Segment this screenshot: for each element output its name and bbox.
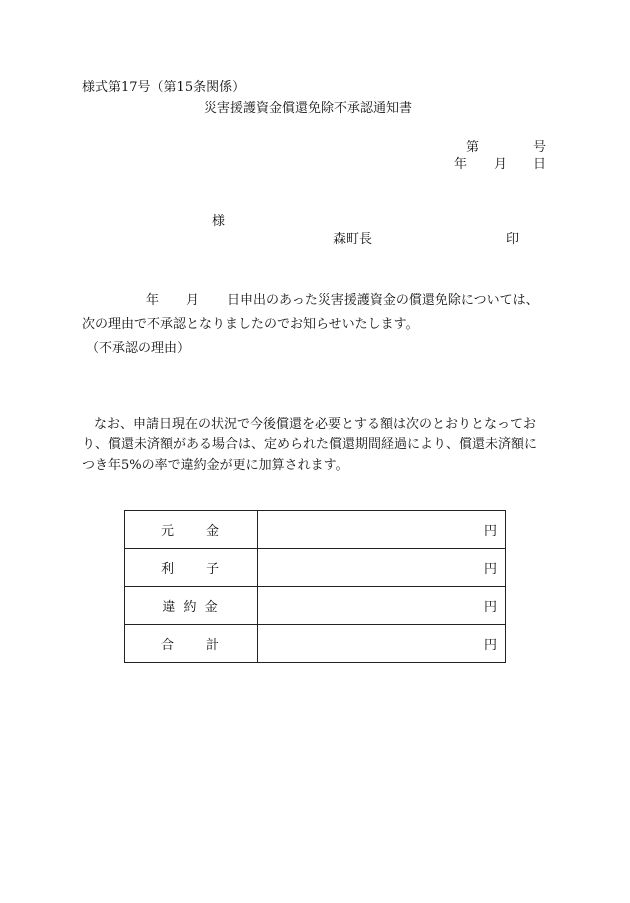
- remark-line2: り、償還未済額がある場合は、定められた償還期間経過により、償還未済額に: [82, 437, 538, 452]
- date-month: 月: [494, 157, 508, 172]
- row-label-interest: 利 子: [125, 549, 258, 587]
- reason-label: （不承認の理由）: [86, 341, 191, 356]
- notice-line2: 次の理由で不承認となりましたのでお知らせいたします。: [82, 317, 419, 332]
- remark-line1: なお、申請日現在の状況で今後償還を必要とする額は次のとおりとなってお: [94, 417, 537, 432]
- table-row: [125, 625, 506, 663]
- row-unit-total: 円: [258, 625, 506, 663]
- date-day: 日: [533, 157, 547, 172]
- addressee-honorific: 様: [212, 214, 226, 229]
- notice-year: 年: [146, 293, 160, 308]
- row-label-penalty: 違 約 金: [125, 587, 258, 625]
- row-label-principal: 元 金: [125, 511, 258, 549]
- row-label-total: 合 計: [125, 625, 258, 663]
- date-year: 年: [454, 157, 468, 172]
- number-suffix: 号: [533, 140, 547, 155]
- table-row: [125, 511, 506, 549]
- notice-month: 月: [186, 293, 200, 308]
- seal-mark: 印: [506, 232, 520, 247]
- row-unit-principal: 円: [258, 511, 506, 549]
- amounts-table: [124, 510, 506, 663]
- sender-name: 森町長: [333, 232, 373, 247]
- document-title: 災害援護資金償還免除不承認通知書: [204, 101, 413, 116]
- table-row: [125, 587, 506, 625]
- form-number: 様式第17号（第15条関係）: [82, 80, 246, 95]
- remark-line3: つき年5%の率で違約金が更に加算されます。: [82, 458, 349, 473]
- notice-line1: 日申出のあった災害援護資金の償還免除については、: [227, 293, 539, 308]
- table-row: [125, 549, 506, 587]
- number-prefix: 第: [466, 140, 480, 155]
- row-unit-penalty: 円: [258, 587, 506, 625]
- row-unit-interest: 円: [258, 549, 506, 587]
